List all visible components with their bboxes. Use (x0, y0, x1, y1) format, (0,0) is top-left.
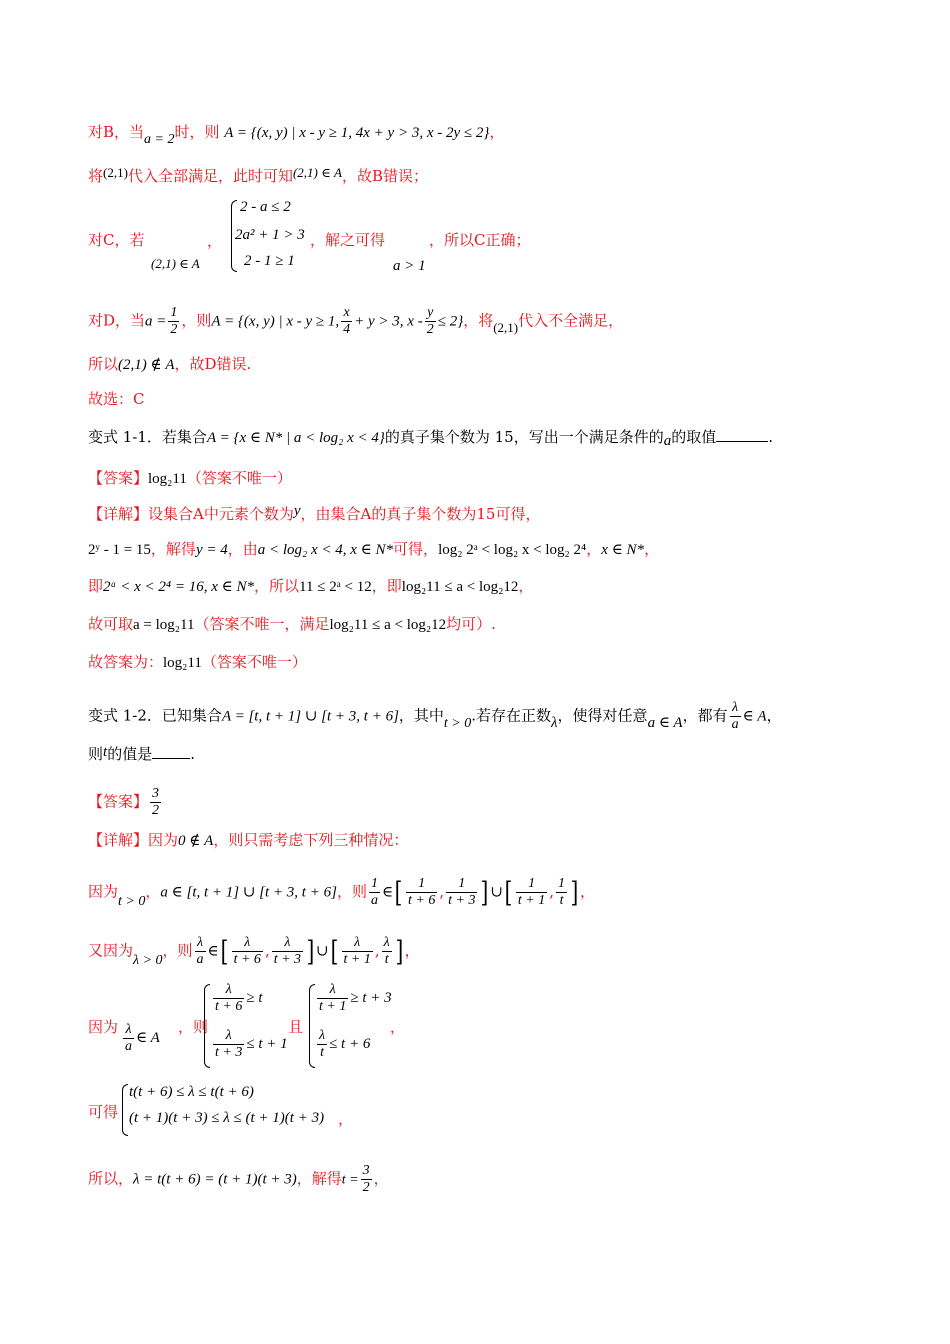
text: 所以， (88, 1169, 134, 1188)
lambda-over-a-in-a (121, 1022, 160, 1055)
numerator: 1 (446, 876, 477, 893)
var-a: a (663, 433, 672, 449)
denominator: t + 3 (448, 893, 476, 908)
option-d-conclusion (88, 353, 910, 376)
in-a: ∈ A (136, 1029, 160, 1046)
text: ， (145, 882, 161, 901)
denominator: 2 (170, 322, 178, 337)
fraction (342, 935, 373, 968)
denominator: t + 3 (273, 952, 302, 967)
text: .若存在正数 (471, 706, 552, 725)
text: ，由集合A的真子集个数为15可得， (300, 505, 541, 523)
detail-2-line-6 (88, 1163, 910, 1196)
numerator: y (425, 305, 436, 322)
numerator: 1 (558, 876, 566, 891)
set-a-part-2: + y > 3, x - (354, 313, 423, 330)
system-2-row-1 (315, 982, 392, 1015)
numerator: λ (213, 982, 244, 999)
text: 又因为 (88, 941, 134, 960)
choose-answer (88, 388, 910, 410)
point-2-1: (2,1) (103, 165, 128, 180)
detail-tag: 【详解】 (88, 505, 149, 523)
text: （答案不唯一，满足 (194, 615, 330, 633)
detail-2-line-1 (88, 829, 910, 852)
numerator: λ (272, 935, 303, 952)
text: ，所以C正确； (429, 231, 531, 249)
fraction (406, 876, 437, 909)
text: （答案不唯一） (186, 469, 292, 487)
fraction-x-over-4 (341, 305, 352, 338)
fraction (369, 876, 380, 909)
detail-1-line-5 (88, 651, 910, 674)
fraction (556, 876, 567, 909)
detail-2-line-2: 因为t > 0，a ∈ [t, t + 1] ∪ [t + 3, t + 6]，则 $\frac{1}{a}$ ∈[ $\frac{1}{t + 6}$ , $\frac{1}{t + 3}$ ] ∪[ $\frac{1}{t + 1}$ , $\frac{1}{t}$ ] ， (88, 875, 595, 909)
text: 代入全部满足，此时可知 (127, 167, 293, 185)
var-y: y (293, 503, 301, 519)
union-symbol: ∪ (490, 884, 503, 901)
denominator: t + 6 (233, 952, 261, 967)
condition-point-in-a: (2,1) ∈ A (151, 256, 200, 271)
text: ，即 (371, 577, 402, 595)
numerator: 1 (170, 305, 178, 320)
fraction (195, 935, 206, 968)
denominator: t (559, 893, 564, 908)
answer-tag: 【答案】 (88, 469, 149, 487)
detail-2-comma (338, 1108, 910, 1130)
text: 代入不全满足， (518, 311, 624, 330)
fraction (317, 982, 348, 1015)
text: ，则 (336, 882, 367, 901)
text: 均可）. (446, 615, 496, 633)
detail-1-line-3 (88, 575, 910, 598)
text: . (768, 428, 774, 446)
text: 且 (288, 1018, 304, 1036)
numerator: 1 (406, 876, 437, 893)
union-symbol: ∪ (316, 943, 329, 960)
option-c-result (310, 229, 910, 251)
fraction-one-half (168, 305, 179, 338)
detail-2-comma (390, 1016, 910, 1038)
option-b-substitute-line (88, 165, 910, 188)
denominator: t (384, 952, 389, 967)
set-a-definition: A = [t, t + 1] ∪ [t + 3, t + 6] (221, 708, 399, 725)
rhs: ≤ t + 6 (329, 1035, 371, 1052)
rhs: ≤ t + 1 (246, 1035, 288, 1052)
text: ，故D错误. (174, 355, 252, 373)
system-row-2: 2a² + 1 > 3 (235, 227, 305, 243)
option-d-line (88, 305, 910, 338)
system-2-row-2 (315, 1028, 370, 1061)
t-equals: t = (341, 1172, 359, 1188)
text: . (190, 745, 195, 763)
math-a-eq: a = (145, 313, 167, 330)
eq-a-value: a = log₂11 (133, 617, 195, 633)
denominator: 2 (362, 1180, 370, 1195)
set-a-expression: A = {(x, y) | x - y ≥ 1, 4x + y > 3, x - 2y ≤ 2} (224, 125, 490, 141)
fraction (516, 876, 547, 909)
text: 设集合A中元素个数为 (148, 505, 294, 523)
answer-tag: 【答案】 (88, 792, 149, 811)
in-symbol: ∈ (207, 943, 219, 960)
answer-blank (152, 744, 190, 759)
in-a: ∈ A (742, 708, 767, 725)
point-not-in-a: (2,1) ∉ A (118, 357, 175, 373)
fraction (272, 935, 303, 968)
text: 的取值 (671, 428, 717, 446)
numerator: λ (195, 935, 206, 952)
text: 可得， (393, 540, 439, 558)
text: ， (579, 882, 595, 901)
text: 故答案为： (88, 653, 164, 671)
text: ，则 (178, 1018, 209, 1036)
numerator: 1 (370, 876, 378, 891)
text: ，其中 (398, 706, 444, 725)
numerator: λ (383, 935, 390, 950)
text: ， (766, 706, 782, 725)
set-a-part-3: ≤ 2} (437, 313, 464, 330)
fraction-lambda-over-a (730, 700, 741, 733)
cond-t-positive: t > 0 (118, 893, 146, 909)
text: ，则只需考虑下列三种情况： (213, 831, 409, 849)
text: ， (489, 123, 505, 141)
text: （答案不唯一） (201, 653, 307, 671)
text: ，都有 (682, 706, 728, 725)
text: 则 (88, 745, 104, 763)
fraction (123, 1022, 134, 1055)
bracket: [ (504, 875, 513, 909)
numerator: x (341, 305, 352, 322)
text: ， (373, 1169, 389, 1188)
numerator: λ (730, 700, 741, 717)
fraction (213, 982, 244, 1015)
text: 的真子集个数为 15，写出一个满足条件的 (384, 428, 664, 446)
denominator: t + 6 (408, 893, 436, 908)
answer-1 (88, 467, 910, 490)
var-t: t (103, 744, 108, 760)
text: 对B，当 (88, 123, 145, 141)
text: ， (390, 1018, 406, 1036)
variant-1-1-question (88, 426, 910, 449)
bracket: [ (220, 934, 228, 968)
numerator: λ (319, 1028, 326, 1043)
detail-1-line-1 (88, 503, 910, 526)
text: ， (644, 540, 660, 558)
text: 的值是 (107, 745, 153, 763)
fraction (317, 1028, 327, 1061)
detail-1-line-4 (88, 613, 910, 636)
text: ， (338, 1110, 354, 1128)
numerator: 3 (362, 1163, 370, 1178)
eq-x-in-n: x ∈ N* (601, 542, 645, 558)
text: ，由 (227, 540, 258, 558)
fraction (382, 935, 392, 968)
eq-range-a: log₂11 ≤ a < log₂12 (401, 579, 519, 595)
text: ， (586, 540, 602, 558)
denominator: t + 3 (215, 1045, 243, 1060)
denominator: 2 (426, 322, 434, 337)
detail-2-line-3: 又因为λ > 0，则 $\frac{\lambda}{a}$ ∈[ $\frac{\lambda}{t + 6}$ , $\frac{\lambda}{t + 3}$ ] ∪[ $\frac{\lambda}{t + 1}$ , $\frac{\lambda}{t}$ ] ， (88, 934, 420, 968)
cond-lambda-positive: λ > 0 (133, 952, 163, 968)
bracket: [ (394, 875, 403, 909)
set-a-definition: A = {x ∈ N* | a < log₂ x < 4} (206, 430, 385, 446)
text: 因为 (88, 882, 119, 901)
eq-2y-minus-1: 2ʸ - 1 = 15 (88, 542, 151, 558)
answer-2 (88, 786, 910, 819)
text: 对D，当 (88, 311, 146, 330)
numerator: 1 (516, 876, 547, 893)
rhs: ≥ t (246, 989, 263, 1006)
option-b-line (88, 121, 910, 145)
bracket: ] (395, 934, 404, 968)
bracket: [ (330, 934, 338, 968)
eq-range-a: log₂11 ≤ a < log₂12 (329, 617, 447, 633)
text: 因为 (88, 1018, 119, 1036)
text: ，解之可得 (310, 231, 386, 249)
answer-value: log₂11 (163, 655, 202, 671)
fraction-three-halves (150, 786, 161, 819)
denominator: a (370, 893, 378, 908)
text: ， (207, 234, 223, 250)
var-lambda: λ (551, 714, 558, 731)
system-1-row-1 (211, 982, 263, 1015)
point-2-1: (2,1) (493, 319, 519, 335)
denominator: t + 1 (517, 893, 546, 908)
numerator: λ (342, 935, 373, 952)
math-a-equals-2: a = 2 (144, 132, 175, 147)
rhs: ≥ t + 3 (350, 989, 392, 1006)
fraction (446, 876, 477, 909)
variant-1-2-question (88, 700, 910, 733)
detail-1-line-2 (88, 538, 910, 561)
numerator: λ (123, 1022, 134, 1039)
point-in-a: (2,1) ∈ A (292, 165, 342, 180)
result-a-greater-1: a > 1 (393, 258, 426, 274)
text: 对C，若 (88, 231, 145, 249)
text: 可得 (88, 1103, 119, 1121)
eq-condition: a < log₂ x < 4, x ∈ N* (257, 542, 394, 558)
numerator: 3 (152, 786, 160, 801)
text: ，故B错误； (341, 167, 428, 185)
numerator: λ (317, 982, 348, 999)
eq-y-4: y = 4 (195, 542, 228, 558)
text: 时，则 (174, 123, 220, 141)
fraction (232, 935, 263, 968)
eq-log-chain: log₂ 2ᵃ < log₂ x < log₂ 2⁴ (438, 542, 587, 558)
text: 故选：C (88, 390, 145, 408)
denominator: a (125, 1039, 132, 1054)
eq-range-x: 2ᵃ < x < 2⁴ = 16, x ∈ N* (103, 579, 254, 595)
fraction (213, 1028, 244, 1061)
text: ，解得 (150, 540, 196, 558)
a-range: a ∈ [t, t + 1] ∪ [t + 3, t + 6] (160, 884, 337, 901)
answer-value: log₂11 (148, 471, 187, 487)
denominator: t + 1 (343, 952, 371, 967)
text: 即 (88, 577, 104, 595)
in-symbol: ∈ (381, 884, 394, 901)
text: 故可取 (88, 615, 134, 633)
text: ，使得对任意 (557, 706, 648, 725)
fraction-three-halves (361, 1163, 372, 1196)
cond-t-positive: t > 0 (443, 715, 472, 731)
text: 将 (88, 167, 104, 185)
denominator: 2 (152, 803, 160, 818)
text: ， (518, 577, 534, 595)
system-1-row-2 (211, 1028, 288, 1061)
fraction-y-over-2 (425, 305, 436, 338)
text: 变式 1-1．若集合 (88, 428, 207, 446)
denominator: 4 (343, 322, 351, 337)
text: ，所以 (254, 577, 300, 595)
denominator: t + 6 (215, 999, 243, 1014)
text: ， (404, 941, 420, 960)
system-row-1: 2 - a ≤ 2 (240, 199, 291, 215)
system-brace (122, 1084, 128, 1136)
bracket: ] (481, 875, 489, 909)
bracket: ] (570, 875, 579, 909)
denominator: a (196, 952, 204, 967)
text: 所以 (88, 355, 119, 373)
system-row-2: (t + 1)(t + 3) ≤ λ ≤ (t + 1)(t + 3) (129, 1110, 325, 1126)
system-row-3: 2 - 1 ≥ 1 (244, 253, 295, 269)
numerator: λ (232, 935, 263, 952)
detail-tag: 【详解】 (88, 831, 149, 849)
denominator: t + 1 (319, 999, 347, 1014)
text: ，则 (162, 941, 193, 960)
system-row-1: t(t + 6) ≤ λ ≤ t(t + 6) (129, 1084, 254, 1100)
denominator: a (731, 717, 739, 732)
lambda-equation: λ = t(t + 6) = (t + 1)(t + 3) (133, 1171, 297, 1188)
text: ，则 (181, 311, 212, 330)
system-brace (204, 984, 210, 1068)
bracket: ] (306, 934, 315, 968)
variant-1-2-question-cont (88, 743, 910, 766)
cond-a-in-a: a ∈ A (647, 714, 683, 731)
text: ，解得 (296, 1169, 342, 1188)
text: 因为 (148, 831, 179, 849)
numerator: λ (213, 1028, 244, 1045)
answer-blank (716, 427, 768, 442)
zero-not-in-a: 0 ∉ A (178, 833, 214, 849)
denominator: t (320, 1045, 324, 1060)
text: 变式 1-2．已知集合 (88, 706, 222, 725)
set-a-part-1: A = {(x, y) | x - y ≥ 1, (211, 313, 340, 330)
text: ，将 (463, 311, 494, 330)
eq-range-2a: 11 ≤ 2ᵃ < 12 (299, 579, 372, 595)
